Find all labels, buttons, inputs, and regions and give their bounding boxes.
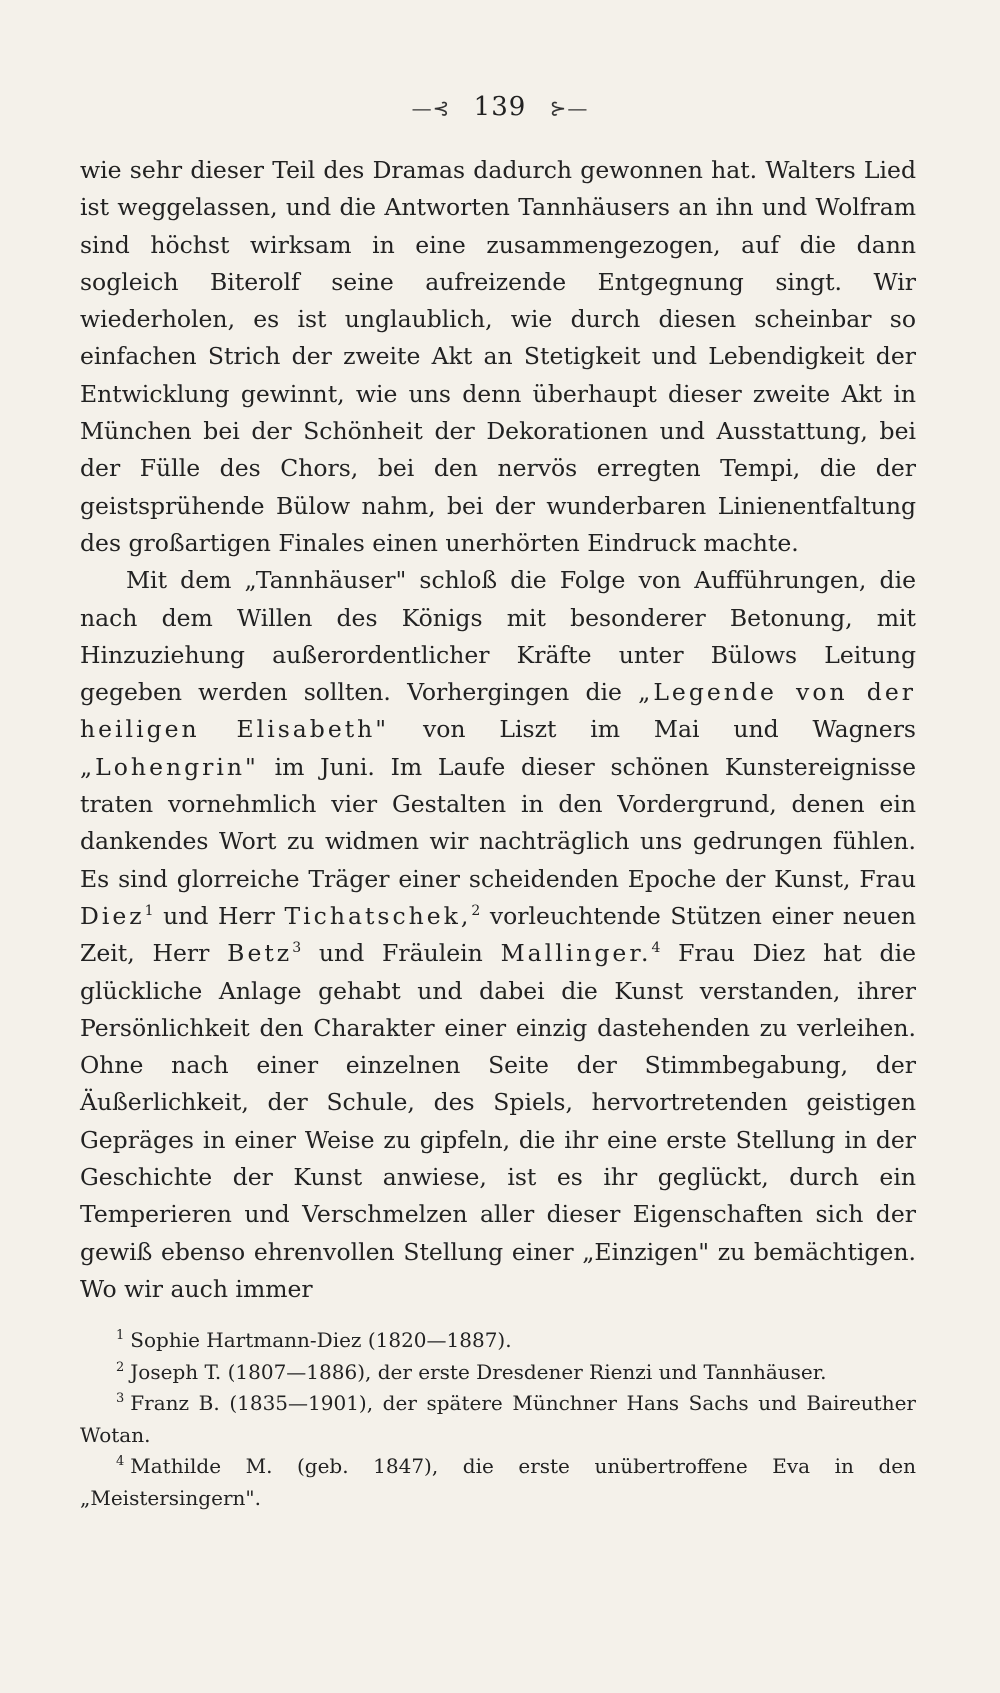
page-header bbox=[0, 92, 1000, 122]
footnote-ref-1: 1 bbox=[144, 903, 154, 920]
footnote-mark: 2 bbox=[116, 1359, 125, 1375]
footnote-text: Joseph T. (1807—1886), der erste Dresdener Rienzi und Tannhäuser. bbox=[130, 1359, 827, 1384]
p2-text-7: Frau Diez hat die glückliche Anlage gehabt und dabei die Kunst verstanden, ihrer Persönlichkeit den Charakter einer einzig dastehenden zu verleihen. Ohne nach einer einzelnen Seite der Stimmbegabung, der Äußerlichkeit, der Schule, des Spiels, hervortretenden geistigen Gepräges in einer Weise zu gipfeln, die ihr eine erste Stellung in der Geschichte der Kunst anwiese, ist es ihr geglückt, durch ein Temperieren und Verschmelzen aller dieser Eigenschaften sich der gewiß ebenso ehrenvollen Stellung einer „Einzigen" zu bemächtigen. Wo wir auch immer bbox=[80, 939, 917, 1303]
p2-text-6: und Fräulein bbox=[301, 939, 501, 968]
p2-text-2: von Liszt im Mai und Wagners bbox=[389, 715, 916, 744]
p2-text-1: Mit dem „Tannhäuser" schloß die Folge von Aufführungen, die nach dem Willen des Königs mit besonderer Betonung, mit Hinzuziehung außerordentlicher Kräfte unter Bülows Leitung gegeben werden sollten. Vorhergingen die bbox=[80, 566, 916, 707]
name-diez: Diez bbox=[80, 901, 145, 930]
paragraph-1: wie sehr dieser Teil des Dramas dadurch gewonnen hat. Walters Lied ist weggelassen, und die Antworten Tannhäusers an ihn und Wolfram sind höchst wirksam in eine zusammengezogen, auf die dann sogleich Biterolf seine aufreizende Entgegnung singt. Wir wiederholen, es ist unglaublich, wie durch diesen scheinbar so einfachen Strich der zweite Akt an Stetigkeit und Lebendigkeit der Entwicklung gewinnt, wie uns denn überhaupt dieser zweite Akt in München bei der Schönheit der Dekorationen und Ausstattung, bei der Fülle des Chors, bei den nervös erregten Tempi, die der geistsprühende Bülow nahm, bei der wunderbaren Linienentfaltung des großartigen Finales einen unerhörten Eindruck machte. bbox=[80, 156, 916, 557]
p2-text-4: und Herr bbox=[153, 901, 285, 930]
paragraph-2 bbox=[80, 562, 916, 1308]
footnote bbox=[80, 1325, 916, 1357]
footnote-text: Sophie Hartmann-Diez (1820—1887). bbox=[130, 1328, 512, 1352]
ornament-right-icon: ⊱— bbox=[549, 96, 589, 120]
footnote-ref-3: 3 bbox=[292, 940, 302, 957]
page-number: 139 bbox=[473, 92, 527, 122]
p2-text-5: vorleuchtende Stützen einer neuen Zeit, Herr bbox=[80, 901, 916, 968]
footnote-ref-4: 4 bbox=[651, 940, 661, 957]
footnote-mark: 1 bbox=[116, 1328, 125, 1344]
footnote-mark: 3 bbox=[116, 1391, 125, 1407]
p2-text-3: im Juni. Im Laufe dieser schönen Kunstereignisse traten vornehmlich vier Gestalten in den Vordergrund, denen ein dankendes Wort zu widmen wir nachträglich uns gedrungen fühlen. Es sind glorreiche Träger einer scheidenden Epoche der Kunst, Frau bbox=[80, 752, 916, 893]
footnote-mark: 4 bbox=[116, 1454, 125, 1470]
footnote-text: Franz B. (1835—1901), der spätere Münchner Hans Sachs und Baireuther Wotan. bbox=[80, 1391, 916, 1447]
footnote-ref-2: 2 bbox=[471, 903, 481, 920]
title-legende: „Legende von der heiligen Elisabeth" bbox=[80, 678, 916, 744]
footnote bbox=[80, 1357, 916, 1389]
name-tichatschek: Tichatschek, bbox=[284, 901, 472, 930]
ornament-left-icon: —⊰ bbox=[411, 96, 451, 120]
footnote-text: Mathilde M. (geb. 1847), die erste unübertroffene Eva in den „Meistersingern". bbox=[80, 1454, 916, 1510]
footnotes bbox=[80, 1325, 916, 1514]
footnote bbox=[80, 1451, 916, 1514]
name-mallinger: Mallinger. bbox=[500, 939, 652, 968]
title-lohengrin: „Lohengrin" bbox=[80, 752, 259, 781]
main-text bbox=[80, 152, 916, 1308]
footnote bbox=[80, 1388, 916, 1451]
name-betz: Betz bbox=[227, 939, 293, 968]
